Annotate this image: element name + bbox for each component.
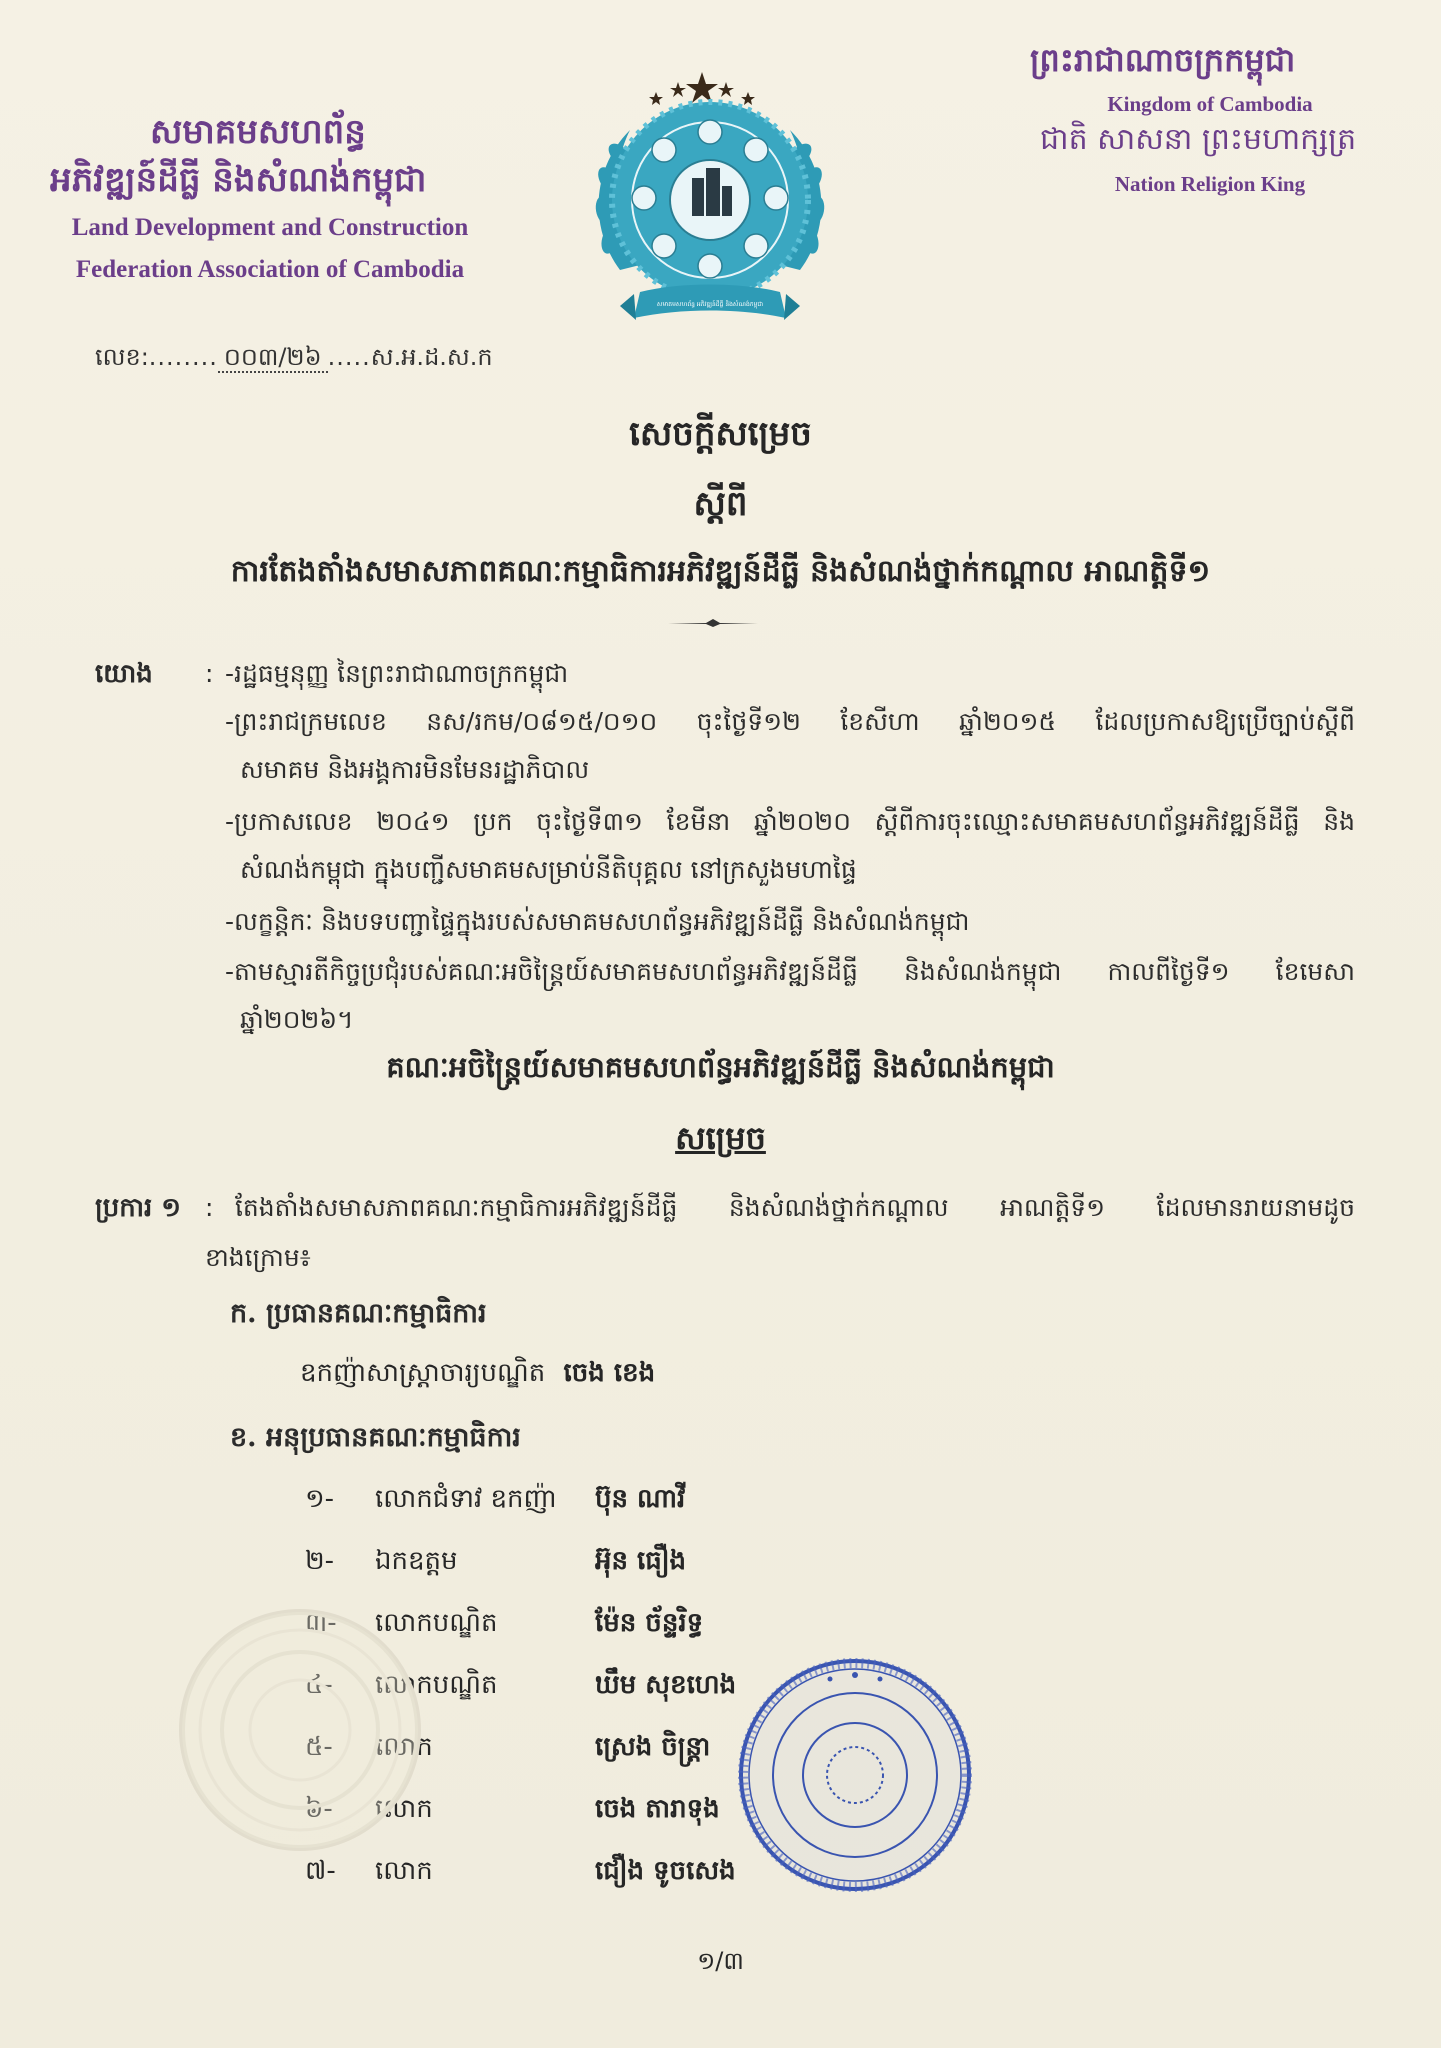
consideration-item-cont: ឆ្នាំ២០២៦។ [240, 1005, 354, 1034]
decision-heading: សម្រេច [675, 1119, 766, 1157]
vice-president-title: លោកជំទាវ ឧកញ៉ា [375, 1484, 557, 1514]
vice-president-title: លោកបណ្ឌិត [375, 1670, 498, 1700]
vice-president-title: លោក [375, 1856, 433, 1886]
section-b-title: ខ. អនុប្រធានគណៈកម្មាធិការ [230, 1422, 521, 1453]
section-a-title: ក. ប្រធានគណៈកម្មាធិការ [230, 1298, 487, 1329]
decision-authority: គណៈអចិន្ត្រៃយ៍សមាគមសហព័ន្ធអភិវឌ្ឍន៍ដីធ្លី និងសំណង់កម្ពុជា [386, 1050, 1055, 1084]
article-colon: : [205, 1193, 214, 1222]
vice-president-entry [305, 1544, 686, 1582]
president-title: ឧកញ៉ាសាស្ត្រាចារ្យបណ្ឌិត [300, 1358, 546, 1388]
vice-president-no: ៣- [305, 1608, 337, 1638]
vice-president-no: ៦- [305, 1794, 333, 1824]
federation-logo [560, 60, 860, 350]
president-name: ចេង ខេង [563, 1358, 656, 1388]
document-subject: ការតែងតាំងសមាសភាពគណៈកម្មាធិការអភិវឌ្ឍន៍ដីធ្លី និងសំណង់ថ្នាក់កណ្ដាល អាណត្តិទី១ [230, 554, 1211, 589]
embossed-seal [175, 1605, 425, 1855]
logo-ribbon-text: សមាគមសហព័ន្ធ អភិវឌ្ឍន៍ដីធ្លី និងសំណង់កម្ពុជា [656, 301, 764, 308]
reference-number: លេខ:........ ០០៣/២៦ .....ស.អ.ដ.ស.ក [95, 343, 493, 371]
vice-president-name: ប៊ុន ណាវី [595, 1484, 686, 1514]
consideration-item-cont: សំណង់កម្ពុជា ក្នុងបញ្ជីសមាគមសម្រាប់នីតិបុគ្គល នៅក្រសួងមហាផ្ទៃ [240, 855, 857, 884]
reference-prefix: លេខ: [95, 343, 149, 371]
article-label: ប្រការ ១ [95, 1193, 181, 1223]
vice-president-entry [305, 1482, 685, 1520]
vice-president-no: ១- [305, 1484, 335, 1514]
reference-suffix: ស.អ.ដ.ស.ក [370, 343, 493, 371]
vice-president-name: ជឿង ទូចសេង [595, 1856, 736, 1886]
considerations-colon: : [205, 659, 214, 688]
vice-president-no: ៥- [305, 1732, 333, 1762]
consideration-item: -ប្រកាសលេខ ២០៤១ ប្រក ចុះថ្ងៃទី៣១ ខែមីនា ឆ្នាំ២០២០ ស្ដីពីការចុះឈ្មោះសមាគមសហព័ន្ធអភិវឌ្ឍន៍ដីធ្លី និង [225, 807, 1355, 836]
vice-president-no: ២- [305, 1546, 335, 1576]
vice-president-no: ៤- [305, 1670, 333, 1700]
vice-president-name: ចេង តារាទុង [595, 1794, 720, 1824]
federation-name-kh-line2: អភិវឌ្ឍន៍ដីធ្លី និងសំណង់កម្ពុជា [50, 160, 427, 200]
vice-president-title: លោក [375, 1732, 433, 1762]
vice-president-title: លោកបណ្ឌិត [375, 1608, 498, 1638]
consideration-item: -តាមស្មារតីកិច្ចប្រជុំរបស់គណៈអចិន្ត្រៃយ៍សមាគមសហព័ន្ធអភិវឌ្ឍន៍ដីធ្លី និងសំណង់កម្ពុជា កាលពីថ្ងៃទី១ ខែមេសា [225, 957, 1355, 986]
vice-president-name: ឃឹម សុខហេង [595, 1670, 737, 1700]
vice-president-no: ៧- [305, 1856, 336, 1886]
consideration-item: -ព្រះរាជក្រមលេខ នស/រកម/០៨១៥/០១០ ចុះថ្ងៃទី១២ ខែសីហា ឆ្នាំ២០១៥ ដែលប្រកាសឱ្យប្រើច្បាប់ស្ដីពី [225, 707, 1355, 736]
national-motto-kh: ជាតិ សាសនា ព្រះមហាក្សត្រ [1040, 122, 1357, 157]
federation-name-en-line1: Land Development and Construction [71, 214, 469, 241]
document-title-about: ស្ដីពី [693, 484, 748, 524]
article-text: តែងតាំងសមាសភាពគណៈកម្មាធិការអភិវឌ្ឍន៍ដីធ្លី និងសំណង់ថ្នាក់កណ្ដាល អាណត្តិទី១ ដែលមានរាយនាមដូច [235, 1193, 1355, 1222]
vice-president-name: អ៊ុន ធឿង [595, 1546, 687, 1576]
federation-name-kh-line1: សមាគមសហព័ន្ធ [150, 112, 366, 152]
ink-stamp [735, 1655, 975, 1895]
kingdom-name-en: Kingdom of Cambodia [1107, 92, 1313, 116]
vice-president-title: លោក [375, 1794, 433, 1824]
kingdom-name-kh: ព្រះរាជាណាចក្រកម្ពុជា [1030, 41, 1296, 79]
title-divider [668, 618, 758, 628]
page-number: ១/៣ [697, 1947, 744, 1975]
vice-president-name: ម៉ែន ច័ន្ទរិទ្ធ [595, 1608, 704, 1638]
document-title: សេចក្ដីសម្រេច [629, 414, 812, 454]
vice-president-name: ស្រេង ចិន្ត្រា [595, 1732, 711, 1762]
consideration-item: -លក្ខន្តិកៈ និងបទបញ្ជាផ្ទៃក្នុងរបស់សមាគមសហព័ន្ធអភិវឌ្ឍន៍ដីធ្លី និងសំណង់កម្ពុជា [225, 907, 970, 936]
reference-value: ០០៣/២៦ [218, 343, 328, 373]
article-text-cont: ខាងក្រោម៖ [205, 1243, 311, 1272]
vice-president-entry [305, 1854, 736, 1892]
federation-name-en-line2: Federation Association of Cambodia [75, 256, 465, 283]
considerations-label: យោង [95, 659, 153, 689]
national-motto-en: Nation Religion King [1114, 172, 1306, 196]
consideration-item: -រដ្ឋធម្មនុញ្ញ នៃព្រះរាជាណាចក្រកម្ពុជា [225, 659, 569, 688]
vice-president-title: ឯកឧត្ដម [375, 1546, 458, 1576]
consideration-item-cont: សមាគម និងអង្គការមិនមែនរដ្ឋាភិបាល [240, 755, 590, 784]
president-entry [300, 1356, 655, 1394]
